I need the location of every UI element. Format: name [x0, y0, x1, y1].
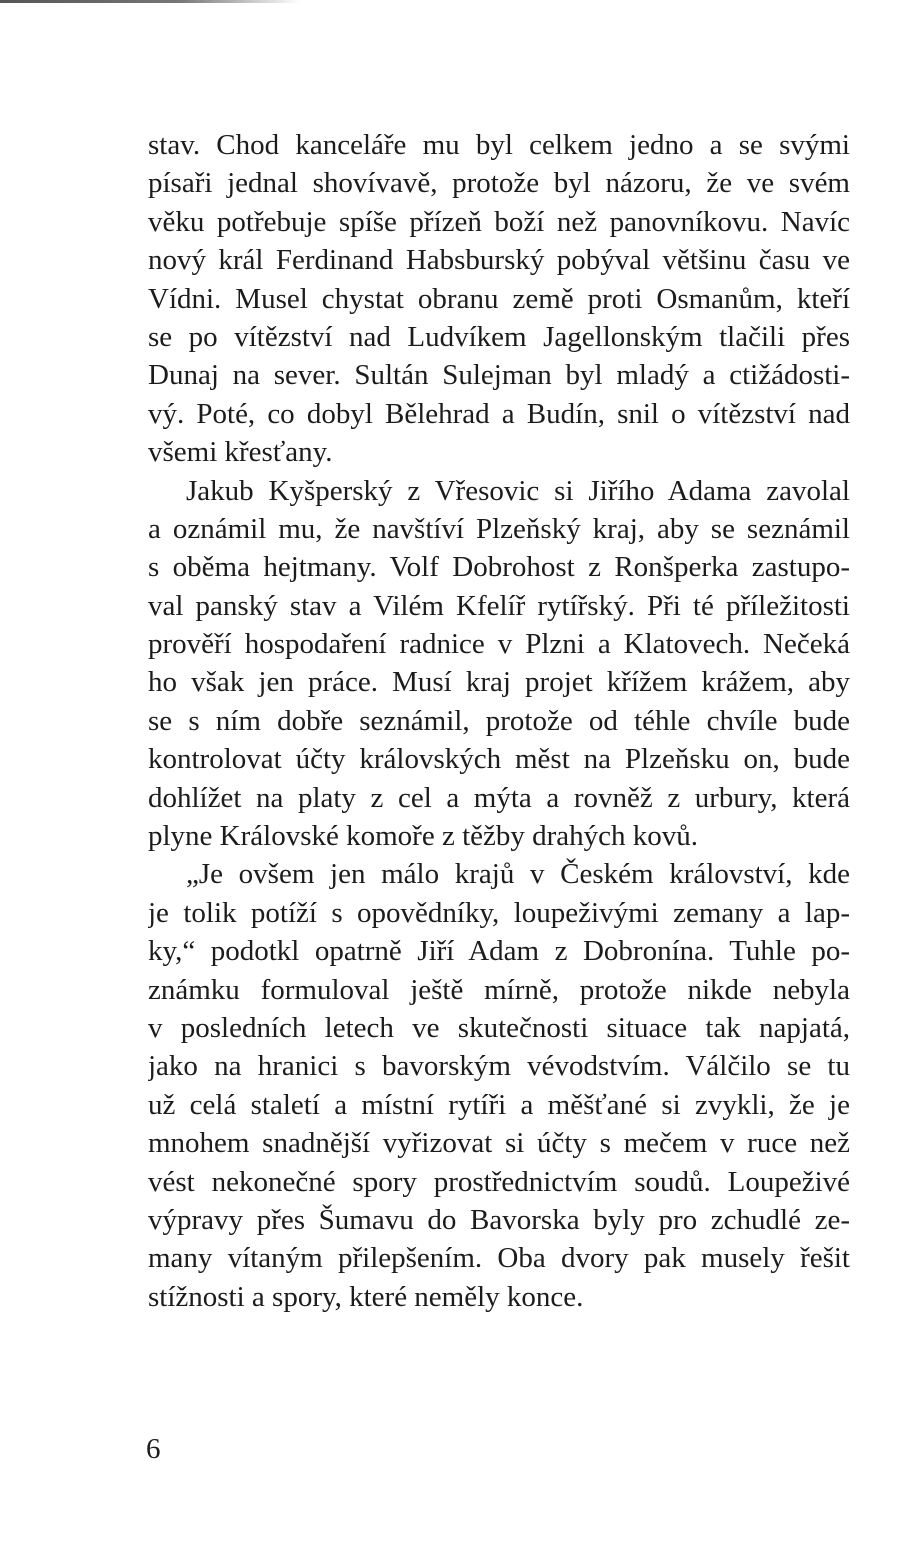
paragraph-3: [148, 855, 850, 1316]
text-line: písaři jednal shovívavě, protože byl názoru, že ve svém: [148, 167, 850, 200]
text-line: ho však jen práce. Musí kraj projet křížem krážem, aby: [148, 666, 850, 699]
text-line: „Je ovšem jen málo krajů v Českém království, kde: [186, 858, 850, 891]
text-line: Jakub Kyšperský z Vřesovic si Jiřího Adama zavolal: [186, 474, 850, 507]
text-line: vést nekonečné spory prostřednictvím soudů. Loupeživé: [148, 1165, 850, 1198]
text-line: všemi křesťany.: [148, 436, 333, 469]
text-line: dohlížet na platy z cel a mýta a rovněž z urbury, která: [148, 781, 850, 814]
text-line: stav. Chod kanceláře mu byl celkem jedno a se svými: [148, 129, 850, 161]
text-line: ky,“ podotkl opatrně Jiří Adam z Dobronína. Tuhle po-: [148, 935, 850, 968]
text-line: známku formuloval ještě mírně, protože nikde nebyla: [148, 973, 850, 1006]
text-line: prověří hospodaření radnice v Plzni a Klatovech. Nečeká: [148, 628, 850, 661]
text-line: Dunaj na sever. Sultán Sulejman byl mladý a ctižádosti-: [148, 359, 850, 392]
text-line: už celá staletí a místní rytíři a měšťané si zvykli, že je: [148, 1088, 850, 1121]
text-line: many vítaným přilepšením. Oba dvory pak musely řešit: [148, 1242, 850, 1275]
text-line: mnohem snadnější vyřizovat si účty s mečem v ruce než: [148, 1127, 850, 1160]
text-line: výpravy přes Šumavu do Bavorska byly pro zchudlé ze-: [148, 1203, 850, 1236]
text-line: se po vítězství nad Ludvíkem Jagellonským tlačili přes: [148, 320, 850, 353]
text-line: stížnosti a spory, které neměly konce.: [148, 1280, 584, 1313]
text-line: jako na hranici s bavorským vévodstvím. Válčilo se tu: [148, 1050, 850, 1083]
text-line: je tolik potíží s opovědníky, loupeživými zemany a lap-: [148, 896, 850, 929]
text-line: se s ním dobře seznámil, protože od téhle chvíle bude: [148, 704, 850, 737]
text-line: Vídni. Musel chystat obranu země proti Osmanům, kteří: [148, 282, 850, 315]
body-text: [148, 126, 850, 1316]
paragraph-1: [148, 126, 850, 472]
text-line: vý. Poté, co dobyl Bělehrad a Budín, snil o vítězství nad: [148, 397, 850, 430]
text-line: val panský stav a Vilém Kfelíř rytířský. Při té příležitosti: [148, 589, 850, 622]
page-number: 6: [146, 1433, 161, 1465]
text-line: plyne Královské komoře z těžby drahých kovů.: [148, 820, 699, 853]
scan-edge-rule: [0, 0, 300, 3]
text-line: a oznámil mu, že navštíví Plzeňský kraj, aby se seznámil: [148, 512, 850, 545]
text-line: s oběma hejtmany. Volf Dobrohost z Ronšperka zastupo-: [148, 551, 850, 584]
text-line: v posledních letech ve skutečnosti situace tak napjatá,: [148, 1011, 850, 1044]
text-line: kontrolovat účty královských měst na Plzeňsku on, bude: [148, 743, 850, 776]
paragraph-2: [148, 472, 850, 856]
text-line: nový král Ferdinand Habsburský pobýval většinu času ve: [148, 244, 850, 277]
text-line: věku potřebuje spíše přízeň boží než panovníkovu. Navíc: [148, 205, 850, 238]
